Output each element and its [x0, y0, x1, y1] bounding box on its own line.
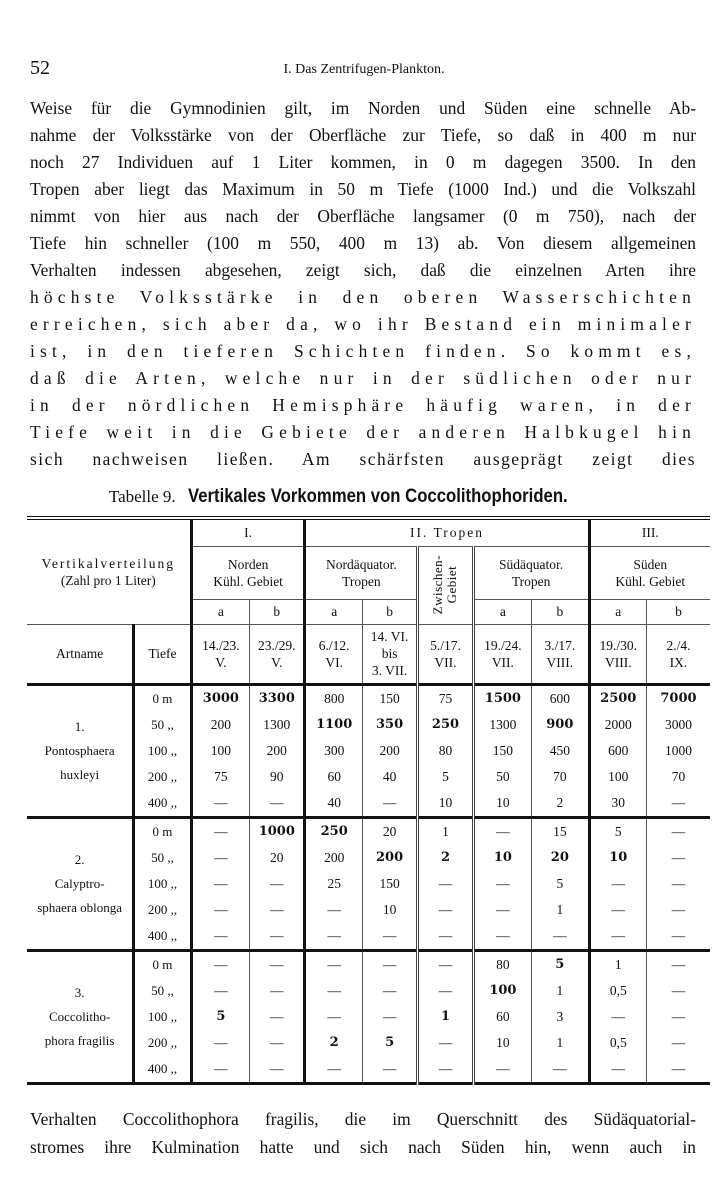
- value-cell: 30: [589, 790, 646, 818]
- species-name-line: Pontosphaera: [44, 742, 115, 758]
- date-line: 14. VI.: [370, 629, 409, 644]
- value-cell: 100: [589, 764, 646, 790]
- value-cell: 1: [418, 817, 473, 845]
- depth-cell: 50 ,,: [134, 978, 191, 1004]
- value-cell: 5: [589, 817, 646, 845]
- date-line: VIII.: [546, 654, 574, 670]
- value-cell: 10: [473, 790, 531, 818]
- date-line: 6./12.: [318, 637, 350, 653]
- text-line: Tiefe weit in die Gebiete der anderen Halbkugel hin: [30, 422, 696, 442]
- subregion-sued-line2: Tropen: [511, 573, 551, 589]
- value-cell: 450: [532, 738, 589, 764]
- value-cell: —: [532, 1056, 589, 1084]
- value-cell: 10: [362, 897, 417, 923]
- value-cell: 5: [418, 764, 473, 790]
- depth-cell: 100 ,,: [134, 738, 191, 764]
- value-cell: —: [418, 871, 473, 897]
- value-cell: 3000: [646, 712, 710, 738]
- value-cell: 70: [646, 764, 710, 790]
- text-line: noch 27 Individuen auf 1 Liter kommen, in 0 m dagegen 3500. In den: [30, 152, 696, 172]
- value-cell: 5: [532, 950, 589, 978]
- value-cell: 1000: [646, 738, 710, 764]
- value-cell: —: [646, 978, 710, 1004]
- text-line: nahme der Volksstärke von der Oberfläche zur Tiefe, so daß in 400 m nur: [30, 125, 696, 145]
- value-cell: —: [250, 790, 305, 818]
- value-cell: 0,5: [589, 978, 646, 1004]
- col-III-b: b: [646, 599, 710, 624]
- date-cell: [250, 624, 305, 684]
- value-cell: 100: [191, 738, 249, 764]
- value-cell: 3300: [250, 684, 305, 712]
- corner-line2: (Zahl pro 1 Liter): [60, 572, 156, 588]
- species-name: [27, 817, 134, 950]
- species-name-line: huxleyi: [60, 766, 100, 782]
- value-cell: 5: [362, 1030, 417, 1056]
- value-cell: —: [250, 1030, 305, 1056]
- value-cell: —: [589, 923, 646, 951]
- value-cell: —: [362, 923, 417, 951]
- value-cell: —: [646, 897, 710, 923]
- tiefe-header: Tiefe: [134, 624, 191, 684]
- value-cell: —: [191, 923, 249, 951]
- value-cell: —: [250, 897, 305, 923]
- value-cell: —: [250, 923, 305, 951]
- value-cell: —: [250, 978, 305, 1004]
- value-cell: 200: [191, 712, 249, 738]
- date-line: VII.: [434, 654, 457, 670]
- value-cell: 10: [473, 1030, 531, 1056]
- date-line: V.: [215, 654, 227, 670]
- species-name-line: 3.: [74, 984, 85, 1000]
- date-line: 5./17.: [430, 637, 461, 653]
- value-cell: 20: [250, 845, 305, 871]
- value-cell: —: [418, 978, 473, 1004]
- region-II-header: II. Tropen: [305, 518, 589, 546]
- value-cell: —: [646, 950, 710, 978]
- value-cell: 75: [418, 684, 473, 712]
- value-cell: 15: [532, 817, 589, 845]
- table-row: [27, 684, 710, 712]
- table-caption: [0, 486, 728, 508]
- value-cell: —: [646, 817, 710, 845]
- subregion-norden-line2: Kühl. Gebiet: [213, 573, 283, 589]
- date-line: VII.: [491, 654, 514, 670]
- subregion-zwischengebiet: [418, 546, 473, 624]
- species-name: [27, 950, 134, 1083]
- value-cell: —: [362, 950, 417, 978]
- value-cell: 1: [532, 978, 589, 1004]
- value-cell: 250: [418, 712, 473, 738]
- date-cell: [418, 624, 473, 684]
- value-cell: —: [589, 897, 646, 923]
- value-cell: 900: [532, 712, 589, 738]
- date-line: 3./17.: [544, 637, 576, 653]
- value-cell: 3: [532, 1004, 589, 1030]
- depth-cell: 400 ,,: [134, 1056, 191, 1084]
- region-I-header: I.: [191, 518, 305, 546]
- species-name-line: Calyptro-: [54, 875, 105, 891]
- value-cell: —: [362, 1056, 417, 1084]
- value-cell: 10: [473, 845, 531, 871]
- depth-cell: 100 ,,: [134, 871, 191, 897]
- date-cell: [362, 624, 417, 684]
- value-cell: —: [473, 923, 531, 951]
- value-cell: —: [362, 1004, 417, 1030]
- table-caption-label: Tabelle 9.: [108, 487, 176, 506]
- depth-cell: 200 ,,: [134, 897, 191, 923]
- value-cell: 0,5: [589, 1030, 646, 1056]
- depth-cell: 50 ,,: [134, 712, 191, 738]
- value-cell: —: [473, 817, 531, 845]
- value-cell: —: [250, 1004, 305, 1030]
- value-cell: 40: [362, 764, 417, 790]
- value-cell: 1: [532, 897, 589, 923]
- value-cell: 200: [250, 738, 305, 764]
- date-line: 19./30.: [599, 637, 638, 653]
- col-sued-b: b: [532, 599, 589, 624]
- value-cell: 300: [305, 738, 362, 764]
- value-cell: —: [305, 950, 362, 978]
- col-sued-a: a: [473, 599, 531, 624]
- value-cell: 5: [532, 871, 589, 897]
- value-cell: 200: [362, 738, 417, 764]
- body-text-bottom: [30, 1105, 696, 1161]
- value-cell: —: [250, 1056, 305, 1084]
- subregion-nordaequator: [305, 546, 418, 599]
- value-cell: 1300: [250, 712, 305, 738]
- value-cell: —: [191, 790, 249, 818]
- value-cell: 600: [589, 738, 646, 764]
- value-cell: —: [250, 950, 305, 978]
- value-cell: —: [473, 871, 531, 897]
- species-name: [27, 684, 134, 817]
- subregion-suedaequator: [473, 546, 589, 599]
- value-cell: —: [418, 923, 473, 951]
- value-cell: —: [305, 1056, 362, 1084]
- depth-cell: 200 ,,: [134, 764, 191, 790]
- text-line: Verhalten Coccolithophora fragilis, die im Querschnitt des Südäquatorial-: [30, 1109, 696, 1129]
- depth-cell: 400 ,,: [134, 790, 191, 818]
- value-cell: 600: [532, 684, 589, 712]
- subregion-sued-line1: Südäquator.: [499, 556, 564, 572]
- region-III-header: III.: [589, 518, 710, 546]
- date-line: bis: [381, 646, 398, 661]
- value-cell: —: [418, 1030, 473, 1056]
- text-line: Weise für die Gymnodinien gilt, im Norden und Süden eine schnelle Ab-: [30, 98, 696, 118]
- depth-cell: 200 ,,: [134, 1030, 191, 1056]
- value-cell: 1300: [473, 712, 531, 738]
- value-cell: —: [305, 1004, 362, 1030]
- value-cell: 200: [305, 845, 362, 871]
- depth-cell: 0 m: [134, 950, 191, 978]
- date-line: IX.: [669, 654, 688, 670]
- value-cell: 90: [250, 764, 305, 790]
- text-line: Tropen aber liegt das Maximum in 50 m Tiefe (1000 Ind.) und die Volkszahl: [30, 179, 696, 199]
- value-cell: 2500: [589, 684, 646, 712]
- date-cell: [589, 624, 646, 684]
- text-line: Tiefe hin schneller (100 m 550, 400 m 13) ab. Von diesem allgemeinen: [30, 233, 696, 253]
- text-line: nimmt von hier aus nach der Oberfläche langsamer (0 m 750), nach der: [30, 206, 696, 226]
- value-cell: —: [305, 978, 362, 1004]
- text-line: erreichen, sich aber da, wo ihr Bestand ein minimaler: [30, 314, 696, 334]
- page-number: 52: [30, 57, 50, 79]
- value-cell: —: [646, 1056, 710, 1084]
- value-cell: 2: [305, 1030, 362, 1056]
- value-cell: —: [532, 923, 589, 951]
- value-cell: —: [362, 790, 417, 818]
- value-cell: 60: [473, 1004, 531, 1030]
- value-cell: —: [646, 1004, 710, 1030]
- value-cell: —: [305, 897, 362, 923]
- value-cell: 350: [362, 712, 417, 738]
- text-line: daß die Arten, welche nur in der südlichen oder nur: [30, 368, 696, 388]
- value-cell: —: [191, 845, 249, 871]
- value-cell: —: [646, 923, 710, 951]
- value-cell: 75: [191, 764, 249, 790]
- col-nord-a: a: [305, 599, 362, 624]
- subregion-sueden: [589, 546, 710, 599]
- species-name-line: sphaera oblonga: [37, 899, 123, 915]
- value-cell: 80: [418, 738, 473, 764]
- value-cell: 150: [362, 684, 417, 712]
- date-cell: [532, 624, 589, 684]
- date-line: 19./24.: [484, 637, 522, 653]
- date-line: VIII.: [604, 654, 632, 670]
- species-name-line: phora fragilis: [44, 1032, 115, 1048]
- col-I-b: b: [250, 599, 305, 624]
- artname-header: Artname: [27, 624, 134, 684]
- value-cell: 1500: [473, 684, 531, 712]
- depth-cell: 0 m: [134, 817, 191, 845]
- date-line: V.: [271, 654, 283, 670]
- value-cell: —: [589, 1004, 646, 1030]
- corner-line1: Vertikalverteilung: [41, 555, 176, 571]
- date-cell: [473, 624, 531, 684]
- value-cell: —: [589, 871, 646, 897]
- value-cell: 50: [473, 764, 531, 790]
- value-cell: —: [191, 871, 249, 897]
- text-line: sich nachweisen ließen. Am schärfsten ausgeprägt zeigt dies: [30, 449, 696, 469]
- zwischen-line2: Gebiet: [444, 566, 460, 604]
- value-cell: 25: [305, 871, 362, 897]
- value-cell: 800: [305, 684, 362, 712]
- text-line: höchste Volksstärke in den oberen Wasserschichten: [30, 287, 696, 307]
- value-cell: —: [473, 897, 531, 923]
- value-cell: 20: [532, 845, 589, 871]
- date-line: 14./23.: [202, 637, 240, 653]
- col-III-a: a: [589, 599, 646, 624]
- zwischen-line1: Zwischen-: [430, 555, 446, 615]
- value-cell: 3000: [191, 684, 249, 712]
- text-line: ist, in den tieferen Schichten finden. So kommt es,: [30, 341, 696, 361]
- value-cell: 150: [362, 871, 417, 897]
- date-cell: [191, 624, 249, 684]
- value-cell: —: [646, 871, 710, 897]
- value-cell: 1000: [250, 817, 305, 845]
- text-line: Verhalten indessen abgesehen, zeigt sich, daß die einzelnen Arten ihre: [30, 260, 696, 280]
- date-cell: [646, 624, 710, 684]
- value-cell: 40: [305, 790, 362, 818]
- value-cell: —: [418, 897, 473, 923]
- value-cell: —: [646, 1030, 710, 1056]
- text-line: in der nördlichen Hemisphäre häufig waren, in der: [30, 395, 696, 415]
- date-line: 3. VII.: [371, 663, 408, 678]
- species-body: [27, 684, 710, 1083]
- coccolithophoriden-table: [27, 516, 710, 1085]
- value-cell: 1: [589, 950, 646, 978]
- subregion-sueden-line1: Süden: [633, 556, 668, 572]
- subregion-nord-line1: Nordäquator.: [325, 556, 397, 572]
- value-cell: 20: [362, 817, 417, 845]
- value-cell: 150: [473, 738, 531, 764]
- value-cell: —: [191, 978, 249, 1004]
- depth-cell: 50 ,,: [134, 845, 191, 871]
- value-cell: —: [191, 1030, 249, 1056]
- value-cell: —: [589, 1056, 646, 1084]
- value-cell: 100: [473, 978, 531, 1004]
- date-line: VI.: [325, 654, 343, 670]
- species-name-line: 1.: [74, 718, 85, 734]
- running-head: I. Das Zentrifugen-Plankton.: [283, 62, 445, 77]
- depth-cell: 100 ,,: [134, 1004, 191, 1030]
- table-row: [27, 817, 710, 845]
- value-cell: 10: [589, 845, 646, 871]
- col-nord-b: b: [362, 599, 417, 624]
- value-cell: —: [191, 817, 249, 845]
- depth-cell: 0 m: [134, 684, 191, 712]
- value-cell: 80: [473, 950, 531, 978]
- depth-cell: 400 ,,: [134, 923, 191, 951]
- value-cell: —: [305, 923, 362, 951]
- value-cell: 10: [418, 790, 473, 818]
- value-cell: 1100: [305, 712, 362, 738]
- value-cell: 250: [305, 817, 362, 845]
- date-line: 23./29.: [258, 637, 296, 653]
- value-cell: 2: [418, 845, 473, 871]
- species-name-line: Coccolitho-: [48, 1008, 111, 1024]
- value-cell: —: [418, 1056, 473, 1084]
- table-caption-title: Vertikales Vorkommen von Coccolithophoriden.: [187, 486, 568, 507]
- value-cell: 7000: [646, 684, 710, 712]
- table-row: [27, 950, 710, 978]
- text-line: stromes ihre Kulmination hatte und sich nach Süden hin, wenn auch in: [30, 1137, 696, 1157]
- value-cell: —: [250, 871, 305, 897]
- species-name-line: 2.: [74, 851, 85, 867]
- col-I-a: a: [191, 599, 249, 624]
- subregion-sueden-line2: Kühl. Gebiet: [615, 573, 686, 589]
- header-corner: [27, 518, 191, 624]
- value-cell: 2000: [589, 712, 646, 738]
- value-cell: 60: [305, 764, 362, 790]
- value-cell: 70: [532, 764, 589, 790]
- value-cell: —: [646, 845, 710, 871]
- subregion-norden: [191, 546, 305, 599]
- value-cell: —: [191, 950, 249, 978]
- value-cell: 2: [532, 790, 589, 818]
- value-cell: —: [473, 1056, 531, 1084]
- value-cell: 200: [362, 845, 417, 871]
- body-text-top: [30, 95, 696, 473]
- date-line: 2./4.: [666, 637, 691, 653]
- value-cell: —: [362, 978, 417, 1004]
- subregion-nord-line2: Tropen: [342, 573, 381, 589]
- value-cell: —: [191, 897, 249, 923]
- value-cell: —: [418, 950, 473, 978]
- value-cell: 1: [532, 1030, 589, 1056]
- date-cell: [305, 624, 362, 684]
- value-cell: 5: [191, 1004, 249, 1030]
- value-cell: 1: [418, 1004, 473, 1030]
- subregion-norden-line1: Norden: [227, 556, 269, 572]
- value-cell: —: [191, 1056, 249, 1084]
- value-cell: —: [646, 790, 710, 818]
